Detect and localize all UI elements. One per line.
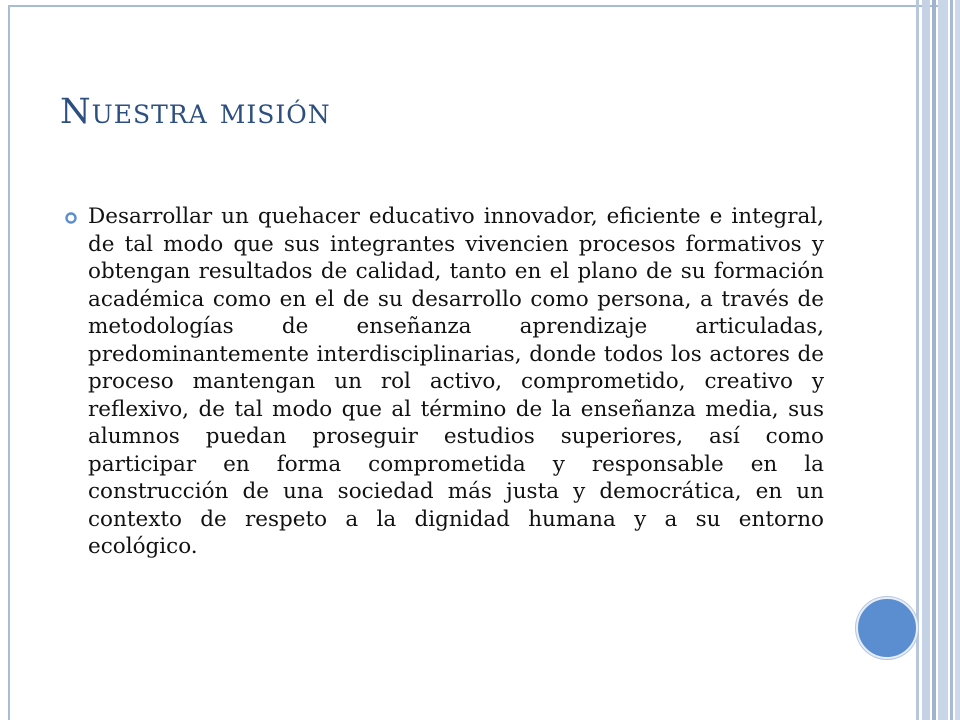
stripe bbox=[938, 0, 948, 720]
decorative-circle bbox=[856, 597, 918, 659]
right-decorative-stripes bbox=[916, 0, 960, 720]
ring-bullet-icon bbox=[64, 211, 78, 225]
slide-title: Nuestra misión bbox=[60, 92, 331, 132]
stripe bbox=[955, 0, 960, 720]
bullet-list bbox=[64, 203, 824, 561]
stripe bbox=[916, 0, 919, 720]
stripe bbox=[950, 0, 953, 720]
stripe bbox=[922, 0, 930, 720]
stripe bbox=[932, 0, 936, 720]
bullet-text: Desarrollar un quehacer educativo innovador, eficiente e integral, de tal modo que sus integrantes vivencien procesos formativos y obtengan resultados de calidad, tanto en el plano de su formación académica como en el de su desarrollo como persona, a través de metodologías de enseñanza aprendizaje articuladas, predominantemente interdisciplinarias, donde todos los actores de proceso mantengan un rol activo, comprometido, creativo y reflexivo, de tal modo que al término de la enseñanza media, sus alumnos puedan proseguir estudios superiores, así como participar en forma comprometida y responsable en la construcción de una sociedad más justa y democrática, en un contexto de respeto a la dignidad humana y a su entorno ecológico. bbox=[88, 204, 824, 559]
